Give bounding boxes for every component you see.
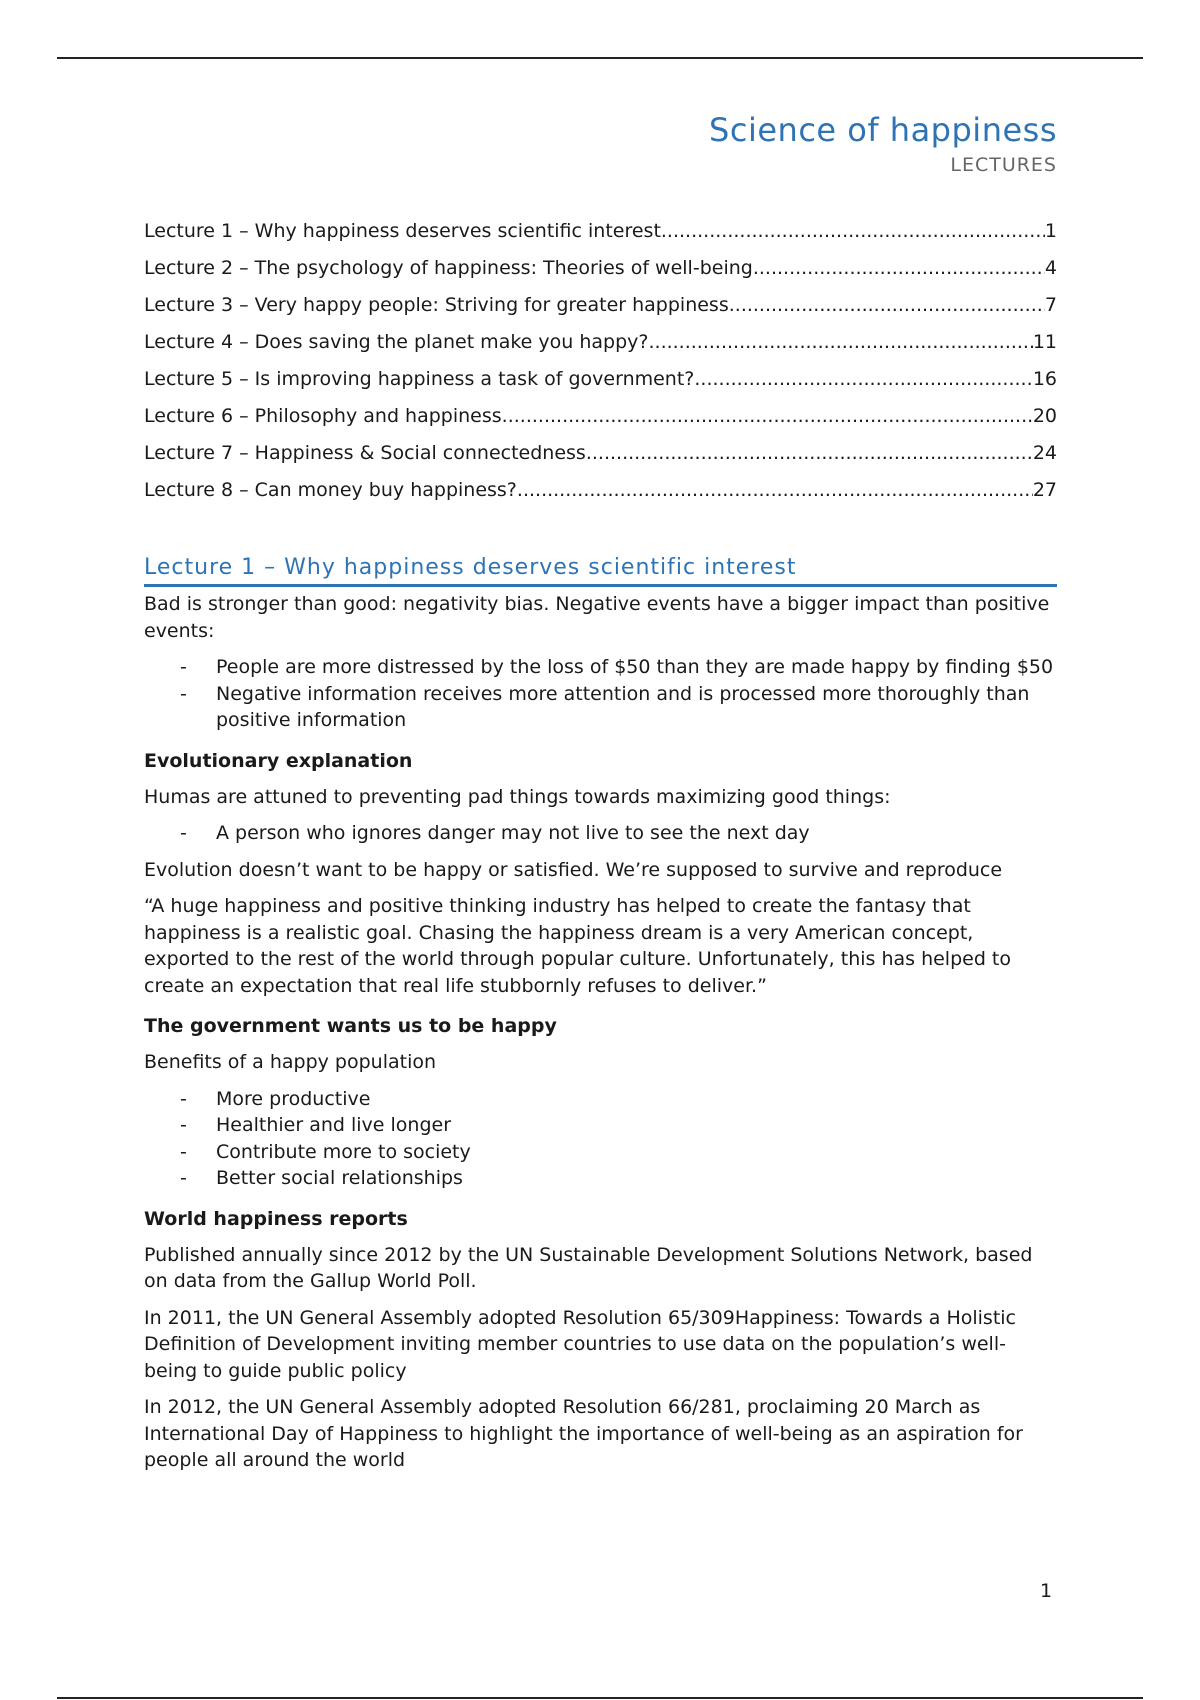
toc-entry-page: 27 <box>1032 479 1057 501</box>
toc-entry[interactable] <box>144 292 1057 329</box>
page-content <box>144 110 1057 1484</box>
list-item: - Healthier and live longer <box>144 1112 1057 1139</box>
toc-leader-dots <box>729 292 1045 318</box>
toc-entry[interactable] <box>144 329 1057 366</box>
evolution-heading: Evolutionary explanation <box>144 749 413 772</box>
toc-entry[interactable] <box>144 255 1057 292</box>
section-heading: Lecture 1 – Why happiness deserves scientific interest <box>144 554 1057 587</box>
toc-leader-dots <box>648 329 1032 355</box>
toc-entry-page: 20 <box>1032 405 1057 427</box>
toc-entry-label: Lecture 1 – Why happiness deserves scientific interest <box>144 220 661 242</box>
toc-entry[interactable] <box>144 366 1057 403</box>
toc-entry[interactable] <box>144 477 1057 514</box>
title-block <box>144 110 1057 178</box>
evolution-note: Evolution doesn’t want to be happy or satisfied. We’re supposed to survive and reproduce <box>144 858 1003 881</box>
toc-entry-label: Lecture 8 – Can money buy happiness? <box>144 479 517 501</box>
page-number: 1 <box>1040 1580 1053 1602</box>
toc-entry-label: Lecture 4 – Does saving the planet make you happy? <box>144 331 649 353</box>
toc-entry[interactable] <box>144 440 1057 477</box>
toc-leader-dots <box>517 477 1033 503</box>
intro-paragraph: Bad is stronger than good: negativity bias. Negative events have a bigger impact than positive events: <box>144 593 1050 642</box>
quote-paragraph: “A huge happiness and positive thinking industry has helped to create the fantasy that happiness is a realistic goal. Chasing the happiness dream is a very American concept, exported to the rest of the world through popular culture. Unfortunately, this has helped to create an expectation that real life stubbornly refuses to deliver.” <box>144 895 1012 997</box>
toc-entry-label: Lecture 5 – Is improving happiness a task of government? <box>144 368 695 390</box>
toc-entry-page: 24 <box>1032 442 1057 464</box>
government-paragraph: Benefits of a happy population <box>144 1051 437 1073</box>
reports-heading: World happiness reports <box>144 1207 408 1230</box>
list-item: - Negative information receives more attention and is processed more thoroughly than positive information <box>180 682 1030 731</box>
government-heading: The government wants us to be happy <box>144 1015 557 1037</box>
header-rule <box>57 57 1143 59</box>
dash-bullet-icon: - <box>180 1140 187 1163</box>
toc-entry-page: 7 <box>1044 294 1057 316</box>
reports-paragraph: In 2011, the UN General Assembly adopted Resolution 65/309Happiness: Towards a Holistic Definition of Development inviting member countries to use data on the population’s well-being to guide public policy <box>144 1306 1017 1382</box>
list-item: - Contribute more to society <box>144 1139 1057 1166</box>
list-item: - A person who ignores danger may not live to see the next day <box>144 820 1057 847</box>
toc-leader-dots <box>753 255 1045 281</box>
toc-entry-page: 11 <box>1032 331 1057 353</box>
dash-bullet-icon: - <box>180 656 187 678</box>
toc-leader-dots <box>661 218 1045 244</box>
toc-leader-dots <box>586 440 1033 466</box>
dash-bullet-icon: - <box>180 1167 187 1189</box>
toc-entry[interactable] <box>144 403 1057 440</box>
toc-entry-label: Lecture 6 – Philosophy and happiness <box>144 405 502 427</box>
evolution-paragraph: Humas are attuned to preventing pad things towards maximizing good things: <box>144 785 891 808</box>
dash-bullet-icon: - <box>180 1114 187 1136</box>
list-item: - People are more distressed by the loss of $50 than they are made happy by finding $50 <box>144 654 1057 681</box>
toc-entry-label: Lecture 2 – The psychology of happiness: Theories of well-being <box>144 257 753 279</box>
list-item: - More productive <box>144 1086 1057 1113</box>
toc-entry-page: 4 <box>1044 257 1057 279</box>
document-subtitle: LECTURES <box>950 154 1057 176</box>
toc-leader-dots <box>694 366 1032 392</box>
table-of-contents <box>144 218 1057 514</box>
reports-paragraph: In 2012, the UN General Assembly adopted Resolution 66/281, proclaiming 20 March as International Day of Happiness to highlight the importance of well-being as an aspiration for people all around the world <box>144 1396 1023 1471</box>
reports-paragraph: Published annually since 2012 by the UN Sustainable Development Solutions Network, based on data from the Gallup World Poll. <box>144 1243 1033 1292</box>
document-title: Science of happiness <box>709 111 1057 149</box>
footer-rule <box>57 1697 1143 1699</box>
toc-leader-dots <box>502 403 1033 429</box>
toc-entry-label: Lecture 3 – Very happy people: Striving for greater happiness <box>144 294 729 316</box>
toc-entry-label: Lecture 7 – Happiness & Social connectedness <box>144 442 586 464</box>
list-item: - Better social relationships <box>144 1165 1057 1192</box>
toc-entry[interactable] <box>144 218 1057 255</box>
dash-bullet-icon: - <box>180 1087 187 1110</box>
evolution-bullet-list <box>144 820 1057 847</box>
toc-entry-page: 1 <box>1044 220 1057 242</box>
intro-bullet-list <box>144 654 1057 734</box>
dash-bullet-icon: - <box>180 822 187 844</box>
toc-entry-page: 16 <box>1032 368 1057 390</box>
dash-bullet-icon: - <box>180 682 187 705</box>
government-bullet-list <box>144 1086 1057 1192</box>
